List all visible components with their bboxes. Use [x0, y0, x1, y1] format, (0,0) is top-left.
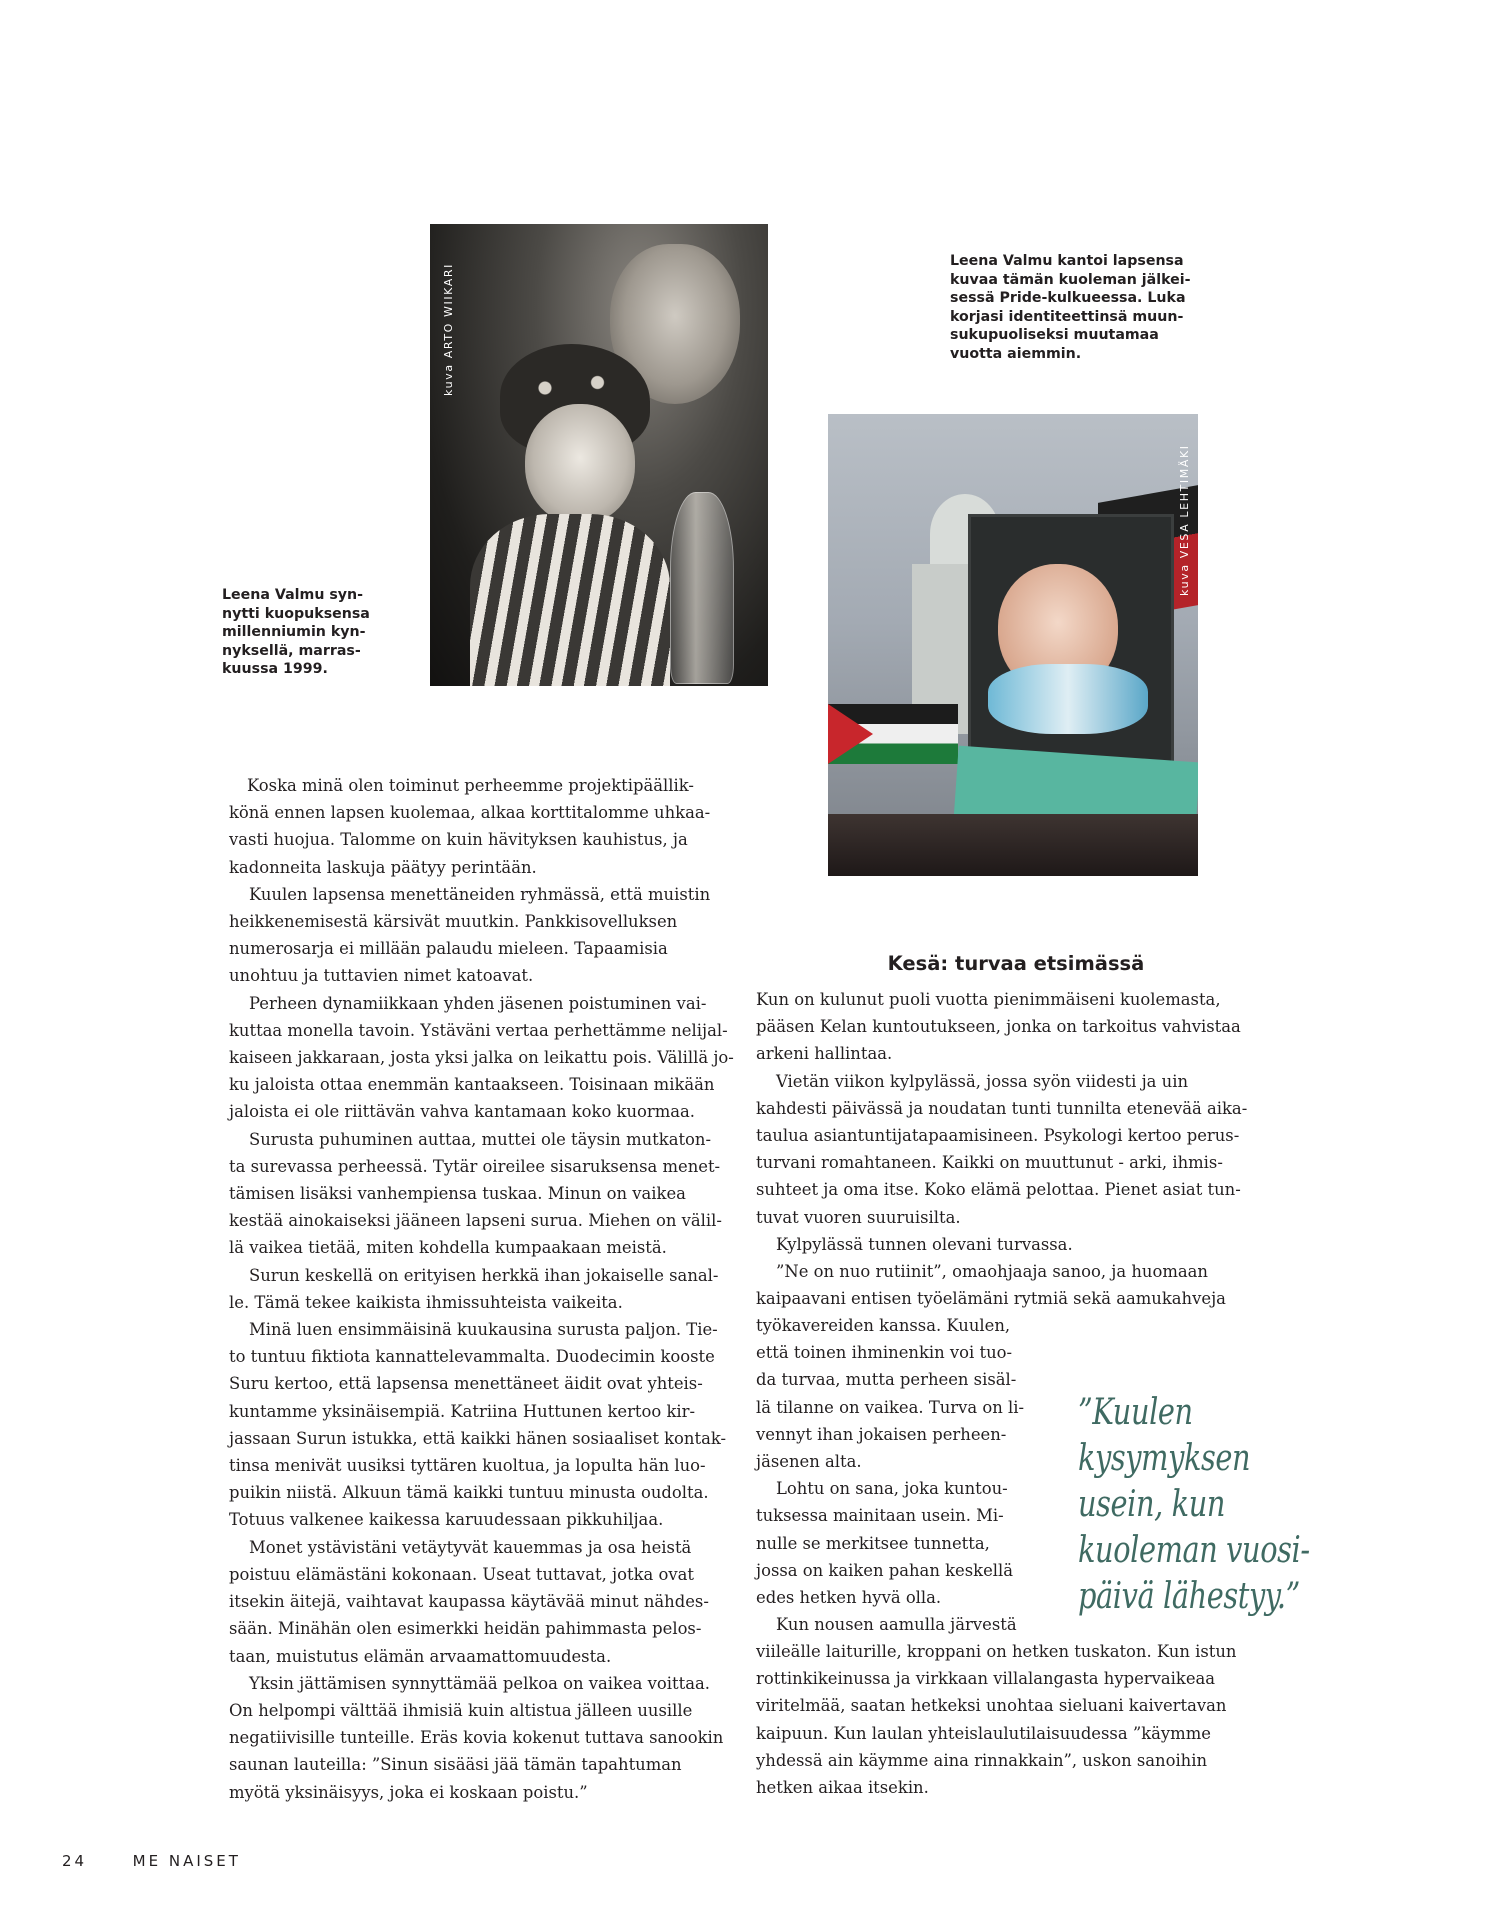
paragraph: Koska minä olen toiminut perheemme projektipäällik- könä ennen lapsen kuolemaa, alkaa korttitalomme uhkaa- vasti huojua. Talomme on kuin hävityksen kauhistus, ja kadonneita laskuja päätyy perintään.	[229, 776, 711, 877]
paragraph: ”Ne on nuo rutiinit”, omaohjaaja sanoo, ja huomaan kaipaavani entisen työelämäni rytmiä sekä aamukahveja	[756, 1262, 1226, 1309]
photo-pride-march	[828, 414, 1198, 876]
photo2-credit: kuva VESA LEHTIMÄKI	[1178, 444, 1191, 596]
section-heading: Kesä: turvaa etsimässä	[887, 952, 1145, 975]
paragraph: Kun nousen aamulla järvestä	[776, 1615, 1017, 1635]
caption-line: vuotta aiemmin.	[950, 345, 1082, 362]
paragraph: Perheen dynamiikkaan yhden jäsenen poistuminen vai- kuttaa monella tavoin. Ystäväni vertaa perhettämme nelijal- kaiseen jakkaraan, josta yksi jalka on leikattu pois. Välillä jo- ku jaloista ottaa enemmän kantaakseen. Toisinaan mikään jaloista ei ole riittävän vahva kantamaan koko kuormaa.	[229, 993, 734, 1122]
caption-line: nytti kuopuksensa	[222, 605, 370, 622]
page-number: 24	[62, 1852, 88, 1870]
photo1-credit: kuva ARTO WIIKARI	[442, 263, 455, 396]
paragraph: Yksin jättämisen synnyttämää pelkoa on vaikea voittaa. On helpompi välttää ihmisiä kuin altistua jälleen uusille negatiivisille tunteille. Eräs kovia kokenut tuttava sanookin saunan lauteilla: ”Sinun sisääsi jää tämän tapahtuman myötä yksinäisyys, joka ei koskaan poistu.”	[229, 1673, 724, 1802]
paragraph: Kuulen lapsensa menettäneiden ryhmässä, että muistin heikkenemisestä kärsivät muutkin. Pankkisovelluksen numerosarja ei millään palaudu mieleen. Tapaamisia unohtuu ja tuttavien nimet katoavat.	[229, 884, 711, 986]
caption-line: nyksellä, marras-	[222, 642, 361, 659]
paragraph: Surusta puhuminen auttaa, muttei ole täysin mutkaton- ta surevassa perheessä. Tytär oireilee sisaruksensa menet- tämisen lisäksi vanhempiensa tuskaa. Minun on vaikea kestää ainokaiseksi jääneen lapseni surua. Miehen on välil- lä vaikea tietää, miten kohdella kumpaakaan meistä.	[229, 1129, 722, 1258]
pull-quote	[1078, 1390, 1366, 1620]
right-column-top	[756, 986, 1276, 1312]
caption-line: kuvaa tämän kuoleman jälkei-	[950, 271, 1191, 288]
text-line: hetken aikaa itsekin.	[756, 1778, 929, 1798]
pull-quote-line: päivä lähestyy.”	[1078, 1576, 1300, 1617]
magazine-name: ME NAISET	[132, 1852, 241, 1870]
left-column	[229, 772, 749, 1806]
photo-baby-face	[525, 404, 635, 524]
caption-line: Leena Valmu kantoi lapsensa	[950, 253, 1184, 269]
photo-flag-triangle	[828, 704, 873, 764]
paragraph: Kylpylässä tunnen olevani turvassa.	[776, 1234, 1073, 1254]
paragraph: Kun on kulunut puoli vuotta pienimmäiseni kuolemasta, pääsen Kelan kuntoutukseen, jonka on tarkoitus vahvistaa arkeni hallintaa.	[756, 990, 1241, 1064]
photo-champagne-glass	[670, 492, 734, 684]
text-line: kaipuun. Kun laulan yhteislaulutilaisuudessa ”käymme	[756, 1723, 1211, 1743]
caption-line: sessä Pride-kulkueessa. Luka	[950, 290, 1186, 307]
right-column-narrow	[756, 1312, 1056, 1638]
photo2-caption	[950, 252, 1210, 364]
paragraph: Surun keskellä on erityisen herkkä ihan jokaiselle sanal- le. Tämä tekee kaikista ihmissuhteista vaikeita.	[229, 1265, 719, 1312]
caption-line: sukupuoliseksi muutamaa	[950, 327, 1159, 344]
text-line: viritelmää, saatan hetkeksi unohtaa sieluani kaivertavan	[756, 1696, 1227, 1716]
page-footer	[62, 1852, 241, 1870]
pull-quote-line: kuoleman vuosi-	[1078, 1530, 1310, 1571]
photo-mother-and-baby	[430, 224, 768, 686]
text-line: viileälle laiturille, kroppani on hetken tuskaton. Kun istun	[756, 1642, 1237, 1661]
photo-banner-scarf	[988, 664, 1148, 734]
photo-crowd	[828, 814, 1198, 876]
text-line: yhdessä ain käymme aina rinnakkain”, uskon sanoihin	[756, 1750, 1208, 1770]
caption-line: millenniumin kyn-	[222, 624, 366, 641]
caption-line: korjasi identiteettinsä muun-	[950, 308, 1184, 325]
paragraph: Minä luen ensimmäisinä kuukausina surusta paljon. Tie- to tuntuu fiktiota kannattelevammalta. Duodecimin kooste Suru kertoo, että lapsensa menettäneet äidit ovat yhteis- kuntamme yksinäisempiä. Katriina Huttunen kertoo kir- jassaan Surun istukka, että kaikki hänen sosiaaliset kontak- tinsa menivät uusiksi tyttären kuoltua, ja lopulta hän luo- puikin niistä. Alkuun tämä kaikki tuntuu minusta oudolta. Totuus valkenee kaikessa karuudessaan pikkuhiljaa.	[229, 1320, 727, 1530]
photo-baby-jacket	[470, 514, 670, 686]
paragraph: työkavereiden kanssa. Kuulen, että toinen ihminenkin voi tuo- da turvaa, mutta perheen sisäl- lä tilanne on vaikea. Turva on li- vennyt ihan jokaisen perheen- jäsenen alta.	[756, 1316, 1025, 1472]
pull-quote-line: usein, kun	[1078, 1484, 1225, 1525]
paragraph: Vietän viikon kylpylässä, jossa syön viidesti ja uin kahdesti päivässä ja noudatan tunti tunnilta etenevää aika- taulua asiantuntijatapaamisineen. Psykologi kertoo perus- turvani romahtaneen. Kaikki on muuttunut - arki, ihmis- suhteet ja oma itse. Koko elämä pelottaa. Pienet asiat tun- tuvat vuoren suuruisilta.	[756, 1071, 1248, 1227]
paragraph: Monet ystävistäni vetäytyvät kauemmas ja osa heistä poistuu elämästäni kokonaan. Useat tuttavat, jotka ovat itsekin äitejä, vaihtavat kaupassa käytävää minut nähdes- sään. Minähän olen esimerkki heidän pahimmasta pelos- taan, muistutus elämän arvaamattomuudesta.	[229, 1537, 709, 1666]
photo1-caption	[222, 586, 422, 679]
caption-line: kuussa 1999.	[222, 661, 328, 678]
right-column-bottom	[756, 1638, 1276, 1801]
paragraph: Lohtu on sana, joka kuntou- tuksessa mainitaan usein. Mi- nulle se merkitsee tunnetta, jossa on kaiken pahan keskellä edes hetken hyvä olla.	[756, 1479, 1014, 1608]
pull-quote-line: ”Kuulen kysymyksen	[1078, 1392, 1251, 1479]
text-line: rottinkikeinussa ja virkkaan villalangasta hypervaikeaa	[756, 1669, 1216, 1689]
caption-line: Leena Valmu syn-	[222, 587, 364, 603]
